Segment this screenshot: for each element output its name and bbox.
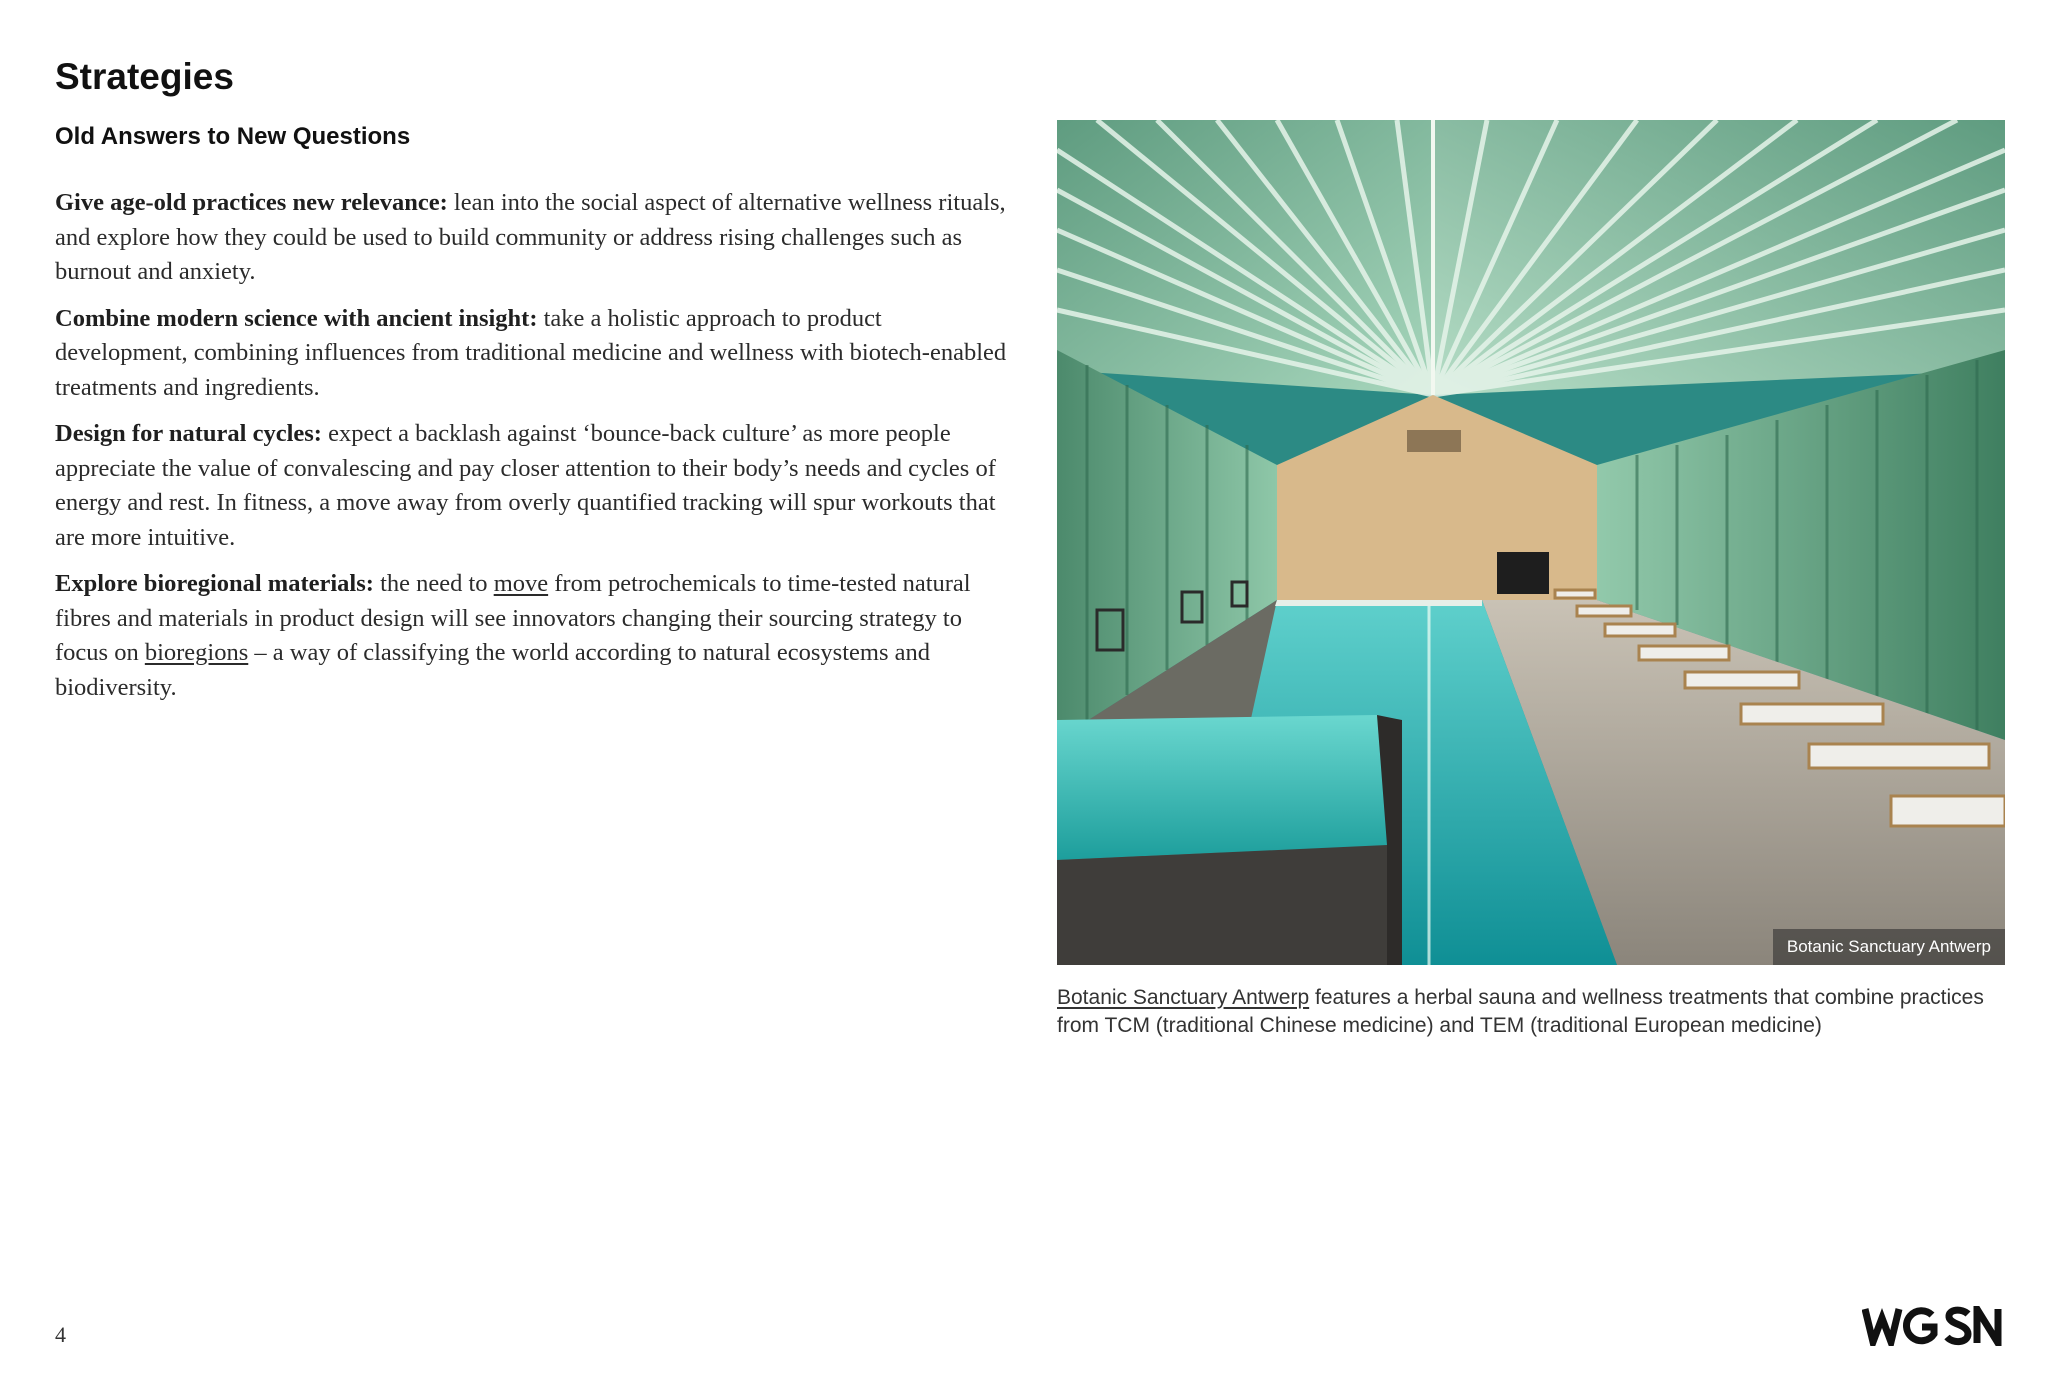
photo-credit-label: Botanic Sanctuary Antwerp xyxy=(1773,929,2005,965)
page-number: 4 xyxy=(55,1322,66,1347)
strategy-text: – a way of classifying the world according to natural ecosystems and biodiversity. xyxy=(55,639,930,701)
photo-caption xyxy=(1057,984,2005,1040)
spa-pool-photo xyxy=(1057,120,2005,965)
strategy-list xyxy=(55,186,1015,717)
strategy-text: take a holistic approach to product development, combining influences from traditional medicine and wellness with biotech-enabled treatments and ingredients. xyxy=(55,304,1007,401)
strategy-text: the need to xyxy=(373,570,494,597)
botanic-sanctuary-link[interactable]: Botanic Sanctuary Antwerp xyxy=(1057,986,1310,1009)
strategy-lead: Combine modern science with ancient insight: xyxy=(55,304,538,332)
strategy-paragraph xyxy=(55,302,1015,406)
page-title: Strategies xyxy=(55,56,234,97)
strategy-text: from petrochemicals to time-tested natural fibres and materials in product design will see innovators changing their sourcing strategy to focus on xyxy=(55,570,971,666)
move-link[interactable]: move xyxy=(493,570,549,597)
strategy-paragraph xyxy=(55,567,1015,705)
wgsn-logo xyxy=(1862,1306,2005,1351)
strategy-text: lean into the social aspect of alternative wellness rituals, and explore how they could be used to build community or address rising challenges such as burnout and anxiety. xyxy=(55,189,1006,285)
wgsn-logo-mark xyxy=(1862,1306,2005,1346)
caption-text: features a herbal sauna and wellness treatments that combine practices from TCM (traditional Chinese medicine) and TEM (traditional European medicine) xyxy=(1057,986,1984,1037)
greenhouse-pool-illustration xyxy=(1057,120,2005,965)
strategy-lead: Design for natural cycles: xyxy=(55,420,322,447)
bioregions-link[interactable]: bioregions xyxy=(144,639,249,666)
strategy-lead: Explore bioregional materials: xyxy=(55,570,374,597)
strategy-paragraph xyxy=(55,417,1015,555)
strategy-lead: Give age-old practices new relevance: xyxy=(55,189,448,216)
section-subtitle: Old Answers to New Questions xyxy=(55,123,411,150)
strategy-paragraph xyxy=(55,186,1015,290)
strategy-text: expect a backlash against ‘bounce-back culture’ as more people appreciate the value of convalescing and pay closer attention to their body’s needs and cycles of energy and rest. In fitness, a move away from overly quantified tracking will spur workouts that are more intuitive. xyxy=(55,420,996,551)
